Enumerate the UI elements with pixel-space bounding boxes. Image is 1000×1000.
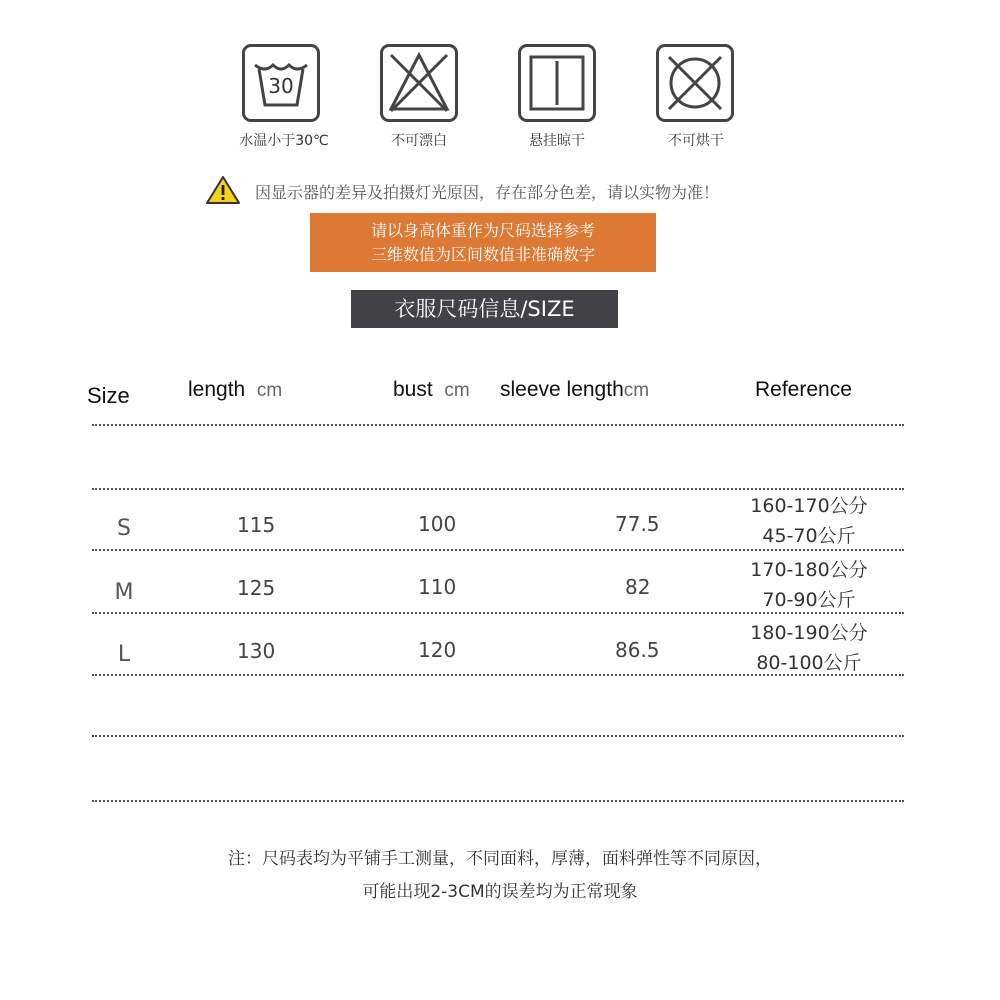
header-length bbox=[188, 378, 282, 402]
no-bleach-icon bbox=[380, 44, 458, 122]
footnote-line-1: 注：尺码表均为平铺手工测量，不同面料，厚薄，面料弹性等不同原因， bbox=[228, 849, 772, 869]
notice-line-1: 请以身高体重作为尺码选择参考 bbox=[370, 221, 595, 240]
row-l-weight: 80-100公斤 bbox=[756, 652, 862, 674]
row-s-weight: 45-70公斤 bbox=[762, 525, 856, 547]
table-divider bbox=[92, 735, 904, 737]
footnote-line-2: 可能出现2-3CM的误差均为正常现象 bbox=[362, 882, 638, 902]
size-notice-box bbox=[310, 213, 656, 272]
row-l-sleeve: 86.5 bbox=[615, 638, 660, 662]
section-title: 衣服尺码信息/SIZE bbox=[351, 290, 618, 328]
header-length-label: length bbox=[188, 378, 246, 401]
row-l-reference bbox=[729, 618, 889, 678]
header-reference: Reference bbox=[755, 378, 852, 401]
row-m-bust: 110 bbox=[418, 575, 457, 599]
row-s-sleeve: 77.5 bbox=[615, 512, 660, 536]
wash-30-icon bbox=[242, 44, 320, 122]
line-dry-icon bbox=[518, 44, 596, 122]
row-s-reference bbox=[729, 491, 889, 551]
row-m-size: M bbox=[114, 580, 134, 605]
table-divider bbox=[92, 488, 904, 490]
header-size: Size bbox=[87, 383, 130, 408]
warning-text: 因显示器的差异及拍摄灯光原因，存在部分色差，请以实物为准！ bbox=[255, 183, 720, 202]
row-m-height: 170-180公分 bbox=[750, 559, 868, 581]
wash-temp-text: 30 bbox=[268, 74, 294, 98]
table-divider bbox=[92, 424, 904, 426]
row-s-size: S bbox=[117, 516, 131, 541]
row-l-length: 130 bbox=[237, 639, 276, 663]
care-label-wash: 水温小于30℃ bbox=[239, 133, 329, 149]
row-s-height: 160-170公分 bbox=[750, 495, 868, 517]
header-length-unit: cm bbox=[256, 380, 283, 401]
warning-triangle-icon bbox=[205, 175, 241, 205]
header-sleeve bbox=[500, 378, 649, 402]
row-s-length: 115 bbox=[237, 513, 276, 537]
table-divider bbox=[92, 800, 904, 802]
row-m-weight: 70-90公斤 bbox=[762, 589, 856, 611]
row-m-reference bbox=[729, 555, 889, 615]
row-l-bust: 120 bbox=[418, 638, 457, 662]
notice-line-2: 三维数值为区间数值非准确数字 bbox=[370, 245, 595, 264]
care-label-tumble: 不可烘干 bbox=[668, 133, 724, 149]
care-label-dry: 悬挂晾干 bbox=[529, 133, 585, 149]
header-sleeve-label: sleeve length bbox=[500, 378, 624, 401]
care-label-bleach: 不可漂白 bbox=[391, 133, 447, 149]
row-m-sleeve: 82 bbox=[625, 575, 651, 599]
header-bust-unit: cm bbox=[444, 380, 470, 401]
row-s-bust: 100 bbox=[418, 512, 457, 536]
header-bust bbox=[393, 378, 470, 402]
row-l-height: 180-190公分 bbox=[750, 622, 868, 644]
no-tumble-dry-icon bbox=[656, 44, 734, 122]
row-l-size: L bbox=[117, 642, 131, 667]
header-bust-label: bust bbox=[393, 378, 433, 401]
header-sleeve-unit: cm bbox=[623, 380, 650, 401]
row-m-length: 125 bbox=[237, 576, 276, 600]
